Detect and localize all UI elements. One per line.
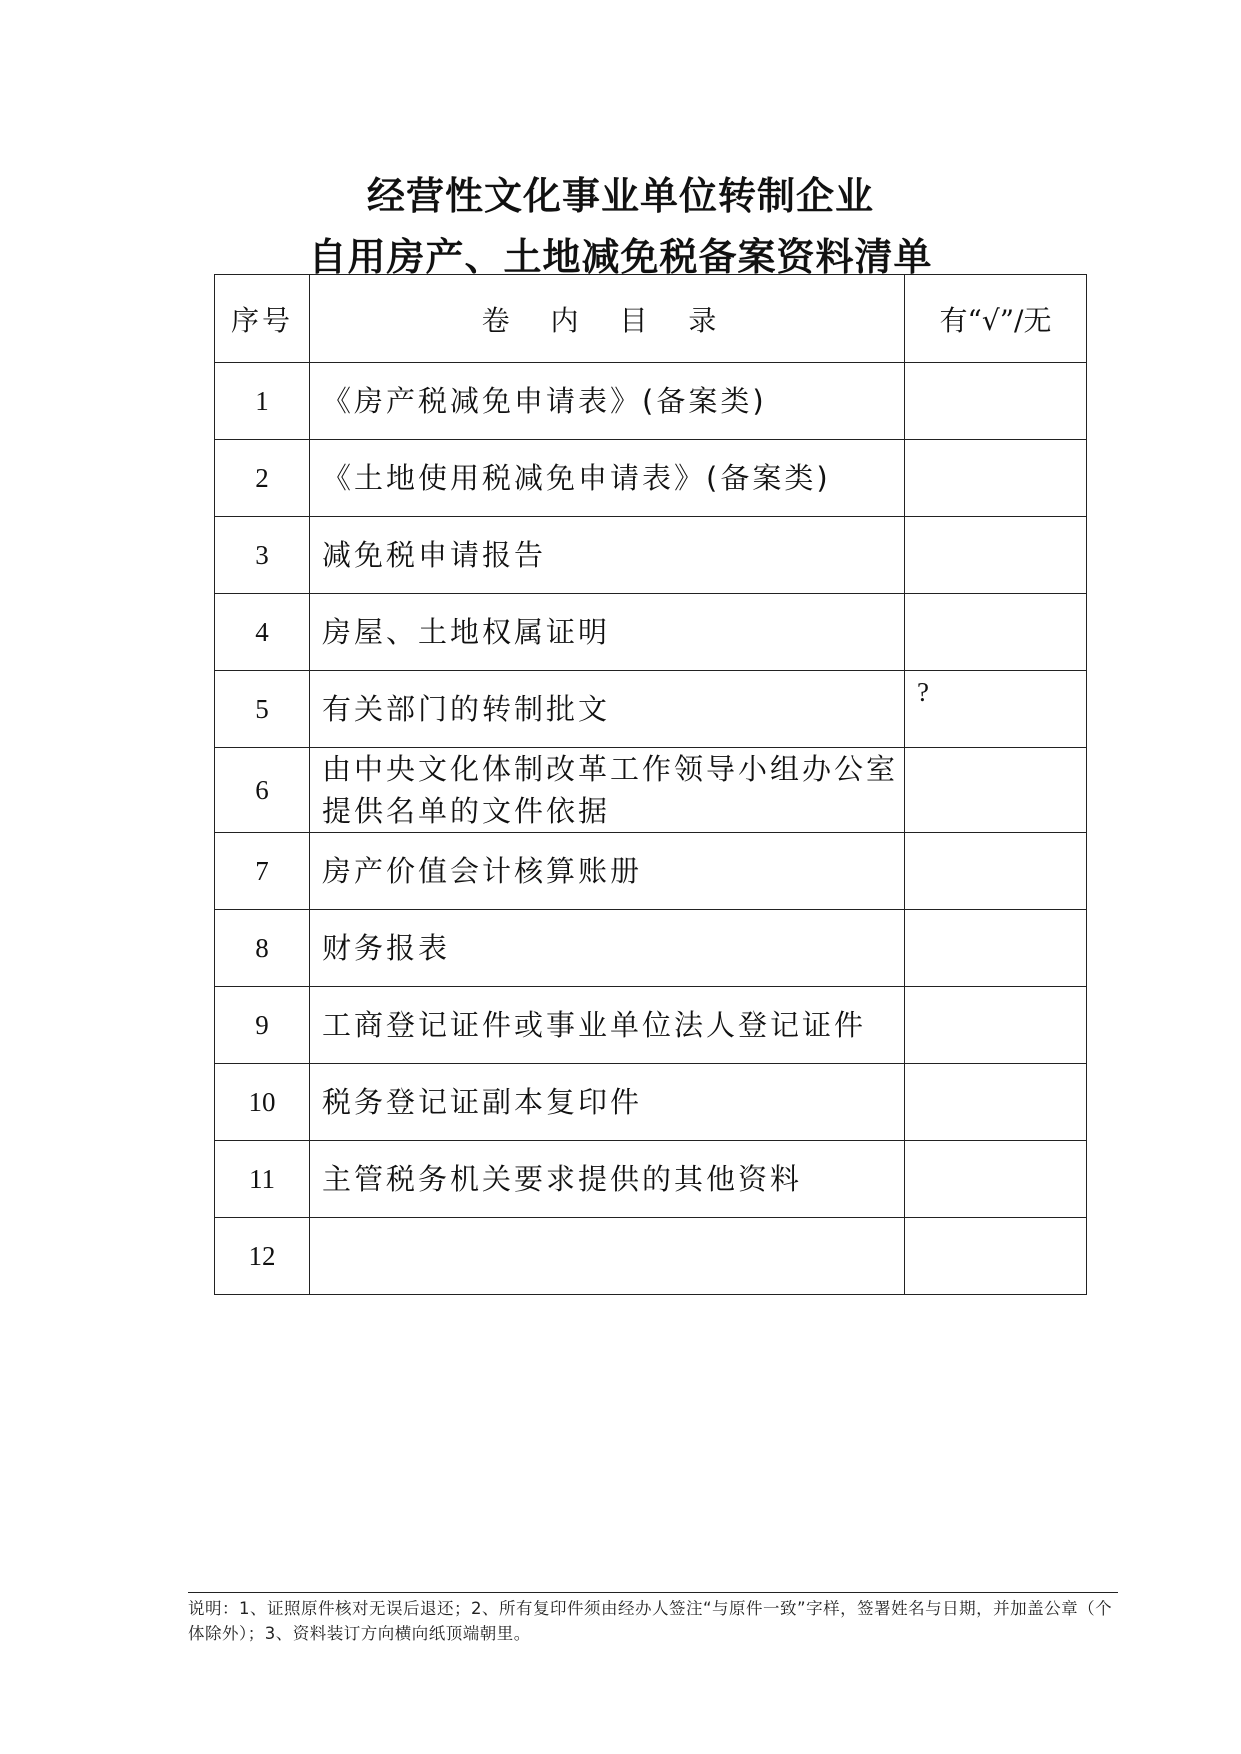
row-item: 《房产税减免申请表》(备案类) <box>310 363 905 440</box>
row-mark-cell[interactable] <box>905 1141 1087 1218</box>
materials-checklist-table <box>214 274 1087 1295</box>
row-index: 11 <box>215 1141 310 1218</box>
row-index: 6 <box>215 748 310 833</box>
row-item <box>310 1218 905 1295</box>
row-mark-cell[interactable] <box>905 748 1087 833</box>
table-row <box>215 748 1087 833</box>
row-mark-cell[interactable] <box>905 987 1087 1064</box>
row-mark-cell[interactable] <box>905 671 1087 748</box>
table-row <box>215 833 1087 910</box>
row-mark-cell[interactable] <box>905 363 1087 440</box>
table-row <box>215 1064 1087 1141</box>
header-index: 序号 <box>215 275 310 363</box>
row-index: 5 <box>215 671 310 748</box>
table-row <box>215 1141 1087 1218</box>
table-row <box>215 363 1087 440</box>
row-item: 主管税务机关要求提供的其他资料 <box>310 1141 905 1218</box>
row-index: 4 <box>215 594 310 671</box>
header-contents: 卷 内 目 录 <box>310 275 905 363</box>
row-item: 房产价值会计核算账册 <box>310 833 905 910</box>
row-item: 房屋、土地权属证明 <box>310 594 905 671</box>
table-row <box>215 910 1087 987</box>
footer-note: 说明：1、证照原件核对无误后退还；2、所有复印件须由经办人签注“与原件一致”字样，签署姓名与日期，并加盖公章（个体除外）；3、资料装订方向横向纸顶端朝里。 <box>188 1599 1113 1643</box>
table-header-row <box>215 275 1087 363</box>
row-mark-cell[interactable] <box>905 1218 1087 1295</box>
row-mark-cell[interactable] <box>905 1064 1087 1141</box>
row-index: 2 <box>215 440 310 517</box>
table-row <box>215 440 1087 517</box>
row-item: 《土地使用税减免申请表》(备案类) <box>310 440 905 517</box>
table-row <box>215 671 1087 748</box>
row-index: 7 <box>215 833 310 910</box>
header-availability: 有“√”/无 <box>905 275 1087 363</box>
row-index: 10 <box>215 1064 310 1141</box>
row-mark-cell[interactable] <box>905 594 1087 671</box>
row-mark: ? <box>917 677 929 707</box>
row-item: 由中央文化体制改革工作领导小组办公室提供名单的文件依据 <box>310 748 905 833</box>
row-index: 8 <box>215 910 310 987</box>
row-item: 减免税申请报告 <box>310 517 905 594</box>
row-index: 12 <box>215 1218 310 1295</box>
document-title-line-1: 经营性文化事业单位转制企业 <box>366 174 874 218</box>
table-row <box>215 517 1087 594</box>
row-mark-cell[interactable] <box>905 833 1087 910</box>
row-item: 财务报表 <box>310 910 905 987</box>
row-mark-cell[interactable] <box>905 440 1087 517</box>
row-mark-cell[interactable] <box>905 517 1087 594</box>
row-item: 税务登记证副本复印件 <box>310 1064 905 1141</box>
row-index: 3 <box>215 517 310 594</box>
table-row <box>215 594 1087 671</box>
row-item: 有关部门的转制批文 <box>310 671 905 748</box>
document-title-line-2: 自用房产、土地减免税备案资料清单 <box>308 235 933 279</box>
row-item: 工商登记证件或事业单位法人登记证件 <box>310 987 905 1064</box>
table-row <box>215 1218 1087 1295</box>
row-index: 1 <box>215 363 310 440</box>
row-mark-cell[interactable] <box>905 910 1087 987</box>
footer-divider <box>188 1592 1118 1593</box>
row-index: 9 <box>215 987 310 1064</box>
table-row <box>215 987 1087 1064</box>
